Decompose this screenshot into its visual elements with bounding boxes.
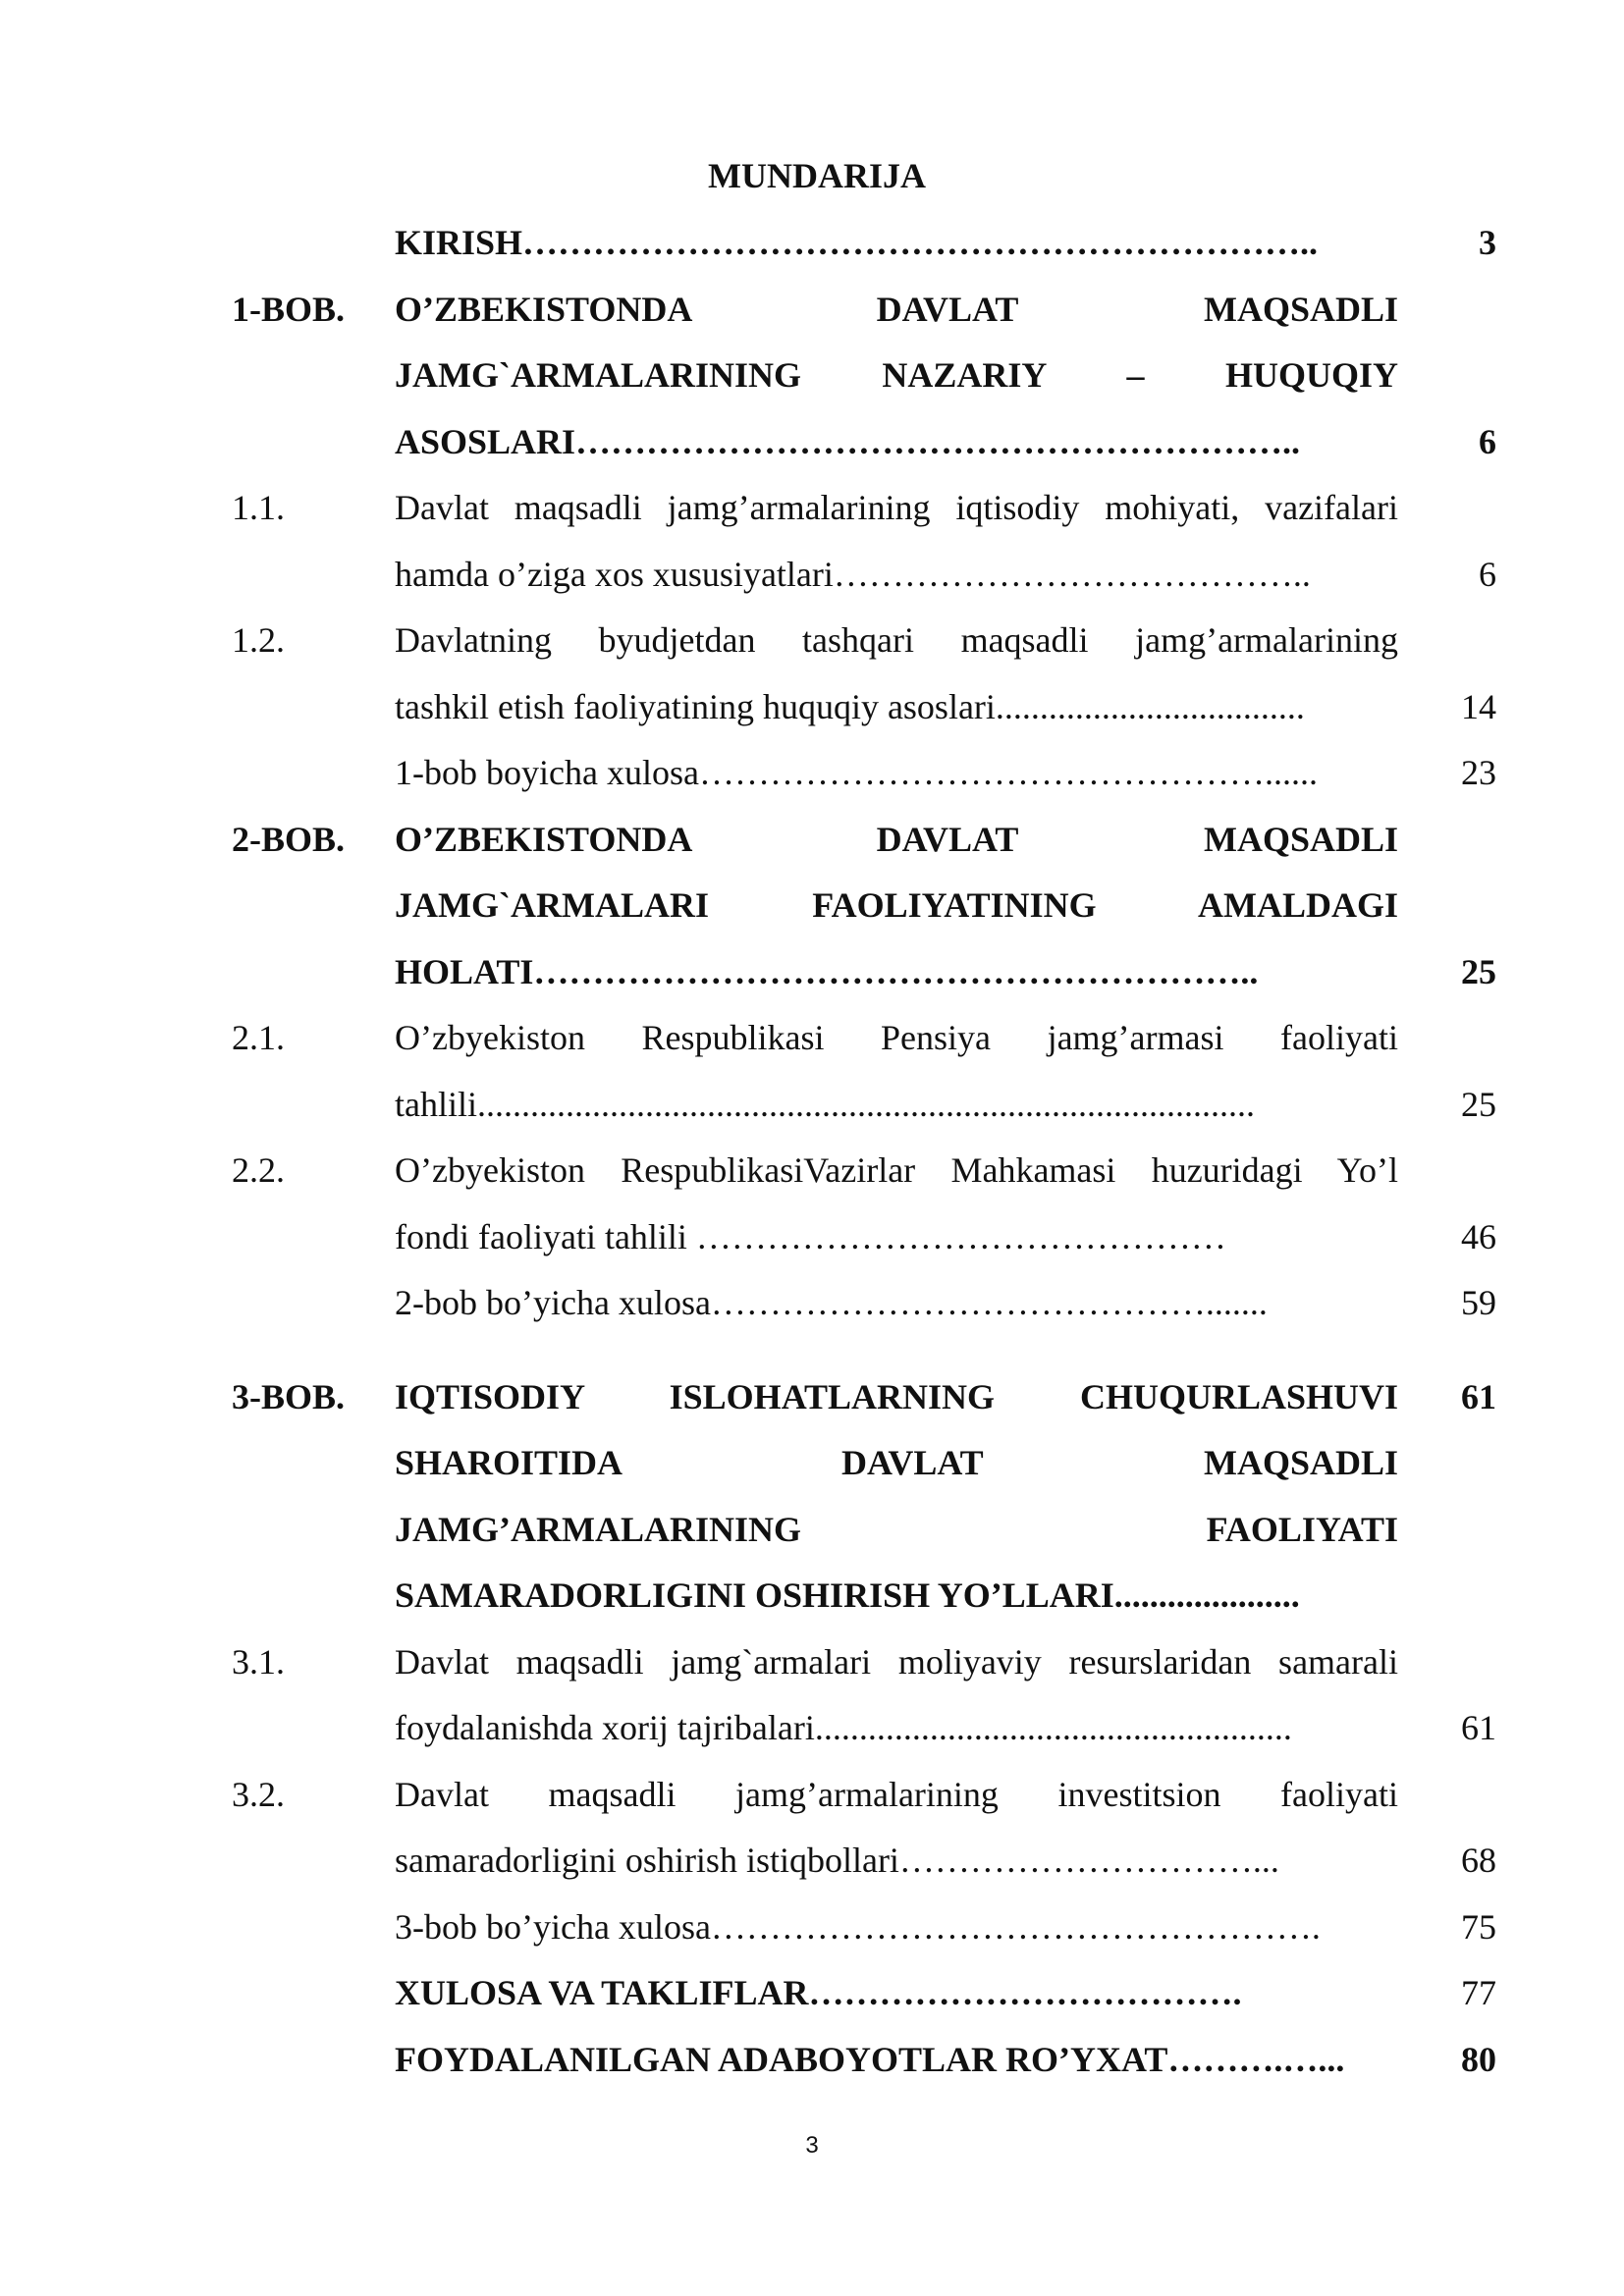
toc-entry-page-number <box>1398 475 1496 608</box>
toc-entry-number: 3.2. <box>232 1774 285 1814</box>
toc-entry-number: 3.1. <box>232 1641 285 1682</box>
toc-entry-title <box>395 2027 1398 2094</box>
toc-entry-title-line: O’zbyekiston RespublikasiVazirlar Mahkamasi huzuridagi Yo’l <box>395 1150 1398 1190</box>
toc-entry[interactable] <box>232 807 1496 1006</box>
toc-entry-number: 2.1. <box>232 1018 285 1057</box>
toc-entry[interactable] <box>232 1005 1496 1138</box>
toc-entry-title <box>395 1960 1398 2027</box>
toc-entry-title-line: fondi faoliyati tahlili ……………………………………… <box>395 1216 1226 1256</box>
toc-entry[interactable] <box>232 475 1496 608</box>
toc-entry[interactable] <box>232 210 1496 277</box>
page-number-footer: 3 <box>805 2132 819 2159</box>
toc-entry-page-number <box>1398 1960 1496 2027</box>
toc-entry-title-line: JAMG`ARMALARI FAOLIYATINING AMALDAGI <box>395 885 1398 925</box>
toc-entry-page-number <box>1398 1270 1496 1337</box>
toc-entry-page-number <box>1398 807 1496 1006</box>
toc-entry-title-line: KIRISH………………………………………………………….. <box>395 223 1319 262</box>
toc-entry-title-line: 2-bob bo’yicha xulosa……………………………………....... <box>395 1283 1268 1322</box>
toc-entry-title <box>395 608 1398 740</box>
toc-entry-title-line: foydalanishda xorij tajribalari...................................................... <box>395 1708 1292 1747</box>
toc-entry-title-line: ASOSLARI…………………………………………………….. <box>395 421 1301 461</box>
toc-entry-title-line: Davlatning byudjetdan tashqari maqsadli jamg’armalarining <box>395 620 1398 660</box>
toc-entry[interactable] <box>232 740 1496 807</box>
toc-entry-page-value: 6 <box>1479 554 1496 594</box>
toc-entry-number: 2.2. <box>232 1150 285 1190</box>
toc-entry-title-line: SHAROITIDA DAVLAT MAQSADLI <box>395 1443 1398 1482</box>
toc-entry-number: 1-BOB. <box>232 289 346 329</box>
toc-entry-page-value: 68 <box>1461 1841 1496 1880</box>
toc-entry-title <box>395 1270 1398 1337</box>
toc-entry-page-number <box>1398 1762 1496 1895</box>
toc-entry[interactable] <box>232 277 1496 476</box>
toc-entry-title <box>395 740 1398 807</box>
toc-entry-title <box>395 1138 1398 1270</box>
toc-entry-title <box>395 475 1398 608</box>
page-title: MUNDARIJA <box>708 156 926 195</box>
toc-entry[interactable] <box>232 1762 1496 1895</box>
toc-entry-page-number <box>1398 210 1496 277</box>
toc-entry-page-value: 6 <box>1479 421 1496 461</box>
toc-entry-title <box>395 1895 1398 1961</box>
toc-entry-number: 3-BOB. <box>232 1376 346 1416</box>
toc-entry-title-line: XULOSA VA TAKLIFLAR………………………………. <box>395 1973 1242 2012</box>
toc-entry-number: 1.2. <box>232 620 285 660</box>
toc-entry-page-value: 23 <box>1461 753 1496 792</box>
toc-entry-page-value: 75 <box>1461 1906 1496 1947</box>
toc-entry-page-value: 77 <box>1461 1973 1496 2012</box>
toc-entry[interactable] <box>232 1629 1496 1762</box>
toc-entry-page-value: 25 <box>1461 1084 1496 1124</box>
toc-entry-page-number <box>1398 2027 1496 2094</box>
toc-entry-title-line: IQTISODIY ISLOHATLARNING CHUQURLASHUVI <box>395 1376 1398 1416</box>
toc-entry-title-line: 1-bob boyicha xulosa…………………………………………...... <box>395 753 1318 792</box>
toc-entry-page-value: 25 <box>1461 951 1496 991</box>
toc-entry-title <box>395 277 1398 476</box>
toc-entry-title-line: tahlili........................................................................................ <box>395 1084 1255 1124</box>
toc-entry-title-line: FOYDALANILGAN ADABOYOTLAR RO’YXAT……….…... <box>395 2039 1345 2079</box>
toc-entry[interactable] <box>232 1270 1496 1337</box>
toc-entry-page-number <box>1398 1138 1496 1270</box>
toc-entry-title-line: samaradorligini oshirish istiqbollari…………………………... <box>395 1841 1279 1880</box>
section-spacer <box>232 1337 1496 1364</box>
toc-entry-page-value: 61 <box>1461 1376 1496 1416</box>
toc-entry[interactable] <box>232 2027 1496 2094</box>
toc-entry-page-value: 14 <box>1461 686 1496 726</box>
toc-entry-title <box>395 807 1398 1006</box>
toc-entry[interactable] <box>232 1364 1496 1629</box>
toc-entry-title-line: tashkil etish faoliyatining huquqiy asoslari................................... <box>395 686 1305 726</box>
toc-entry-title-line: HOLATI…………………………………………………….. <box>395 951 1259 991</box>
toc-entry-title-line: O’ZBEKISTONDA DAVLAT MAQSADLI <box>395 819 1398 859</box>
toc-entry-title-line: JAMG`ARMALARINING NAZARIY – HUQUQIY <box>395 355 1398 395</box>
toc-entry-title-line: O’ZBEKISTONDA DAVLAT MAQSADLI <box>395 289 1398 329</box>
toc-entry-page-number <box>1398 740 1496 807</box>
toc-entry-title <box>395 1005 1398 1138</box>
toc-entry[interactable] <box>232 1960 1496 2027</box>
toc-entry-title-line: Davlat maqsadli jamg’armalarining investitsion faoliyati <box>395 1774 1398 1814</box>
toc-entry-number: 1.1. <box>232 488 285 527</box>
table-of-contents <box>232 210 1496 2093</box>
toc-entry-title-line: hamda o’ziga xos xususiyatlari………………………………….. <box>395 554 1311 594</box>
toc-entry-title-line: JAMG’ARMALARINING FAOLIYATI <box>395 1509 1398 1549</box>
toc-entry-title-line: SAMARADORLIGINI OSHIRISH YO’LLARI..................... <box>395 1575 1300 1615</box>
toc-entry-page-value: 3 <box>1479 223 1496 262</box>
toc-entry-page-number <box>1398 1005 1496 1138</box>
toc-entry-title-line: Davlat maqsadli jamg’armalarining iqtisodiy mohiyati, vazifalari <box>395 488 1398 527</box>
toc-entry-title <box>395 1762 1398 1895</box>
toc-entry[interactable] <box>232 1895 1496 1961</box>
toc-entry-number: 2-BOB. <box>232 819 346 859</box>
toc-entry-page-number <box>1398 1364 1496 1629</box>
toc-entry-title-line: O’zbyekiston Respublikasi Pensiya jamg’armasi faoliyati <box>395 1018 1398 1057</box>
toc-entry-page-number <box>1398 608 1496 740</box>
toc-entry-title-line: Davlat maqsadli jamg`armalari moliyaviy resurslaridan samarali <box>395 1641 1398 1682</box>
toc-entry[interactable] <box>232 1138 1496 1270</box>
toc-entry-page-value: 59 <box>1461 1283 1496 1322</box>
toc-entry-title <box>395 210 1398 277</box>
toc-entry-page-number <box>1398 1895 1496 1961</box>
toc-entry-page-value: 46 <box>1461 1216 1496 1256</box>
toc-entry-title-line: 3-bob bo’yicha xulosa……………………………………………. <box>395 1906 1321 1947</box>
toc-entry[interactable] <box>232 608 1496 740</box>
toc-entry-page-value: 80 <box>1461 2039 1496 2079</box>
toc-entry-title <box>395 1364 1398 1629</box>
toc-entry-page-number <box>1398 277 1496 476</box>
toc-entry-page-value: 61 <box>1461 1708 1496 1747</box>
toc-entry-title <box>395 1629 1398 1762</box>
toc-entry-page-number <box>1398 1629 1496 1762</box>
